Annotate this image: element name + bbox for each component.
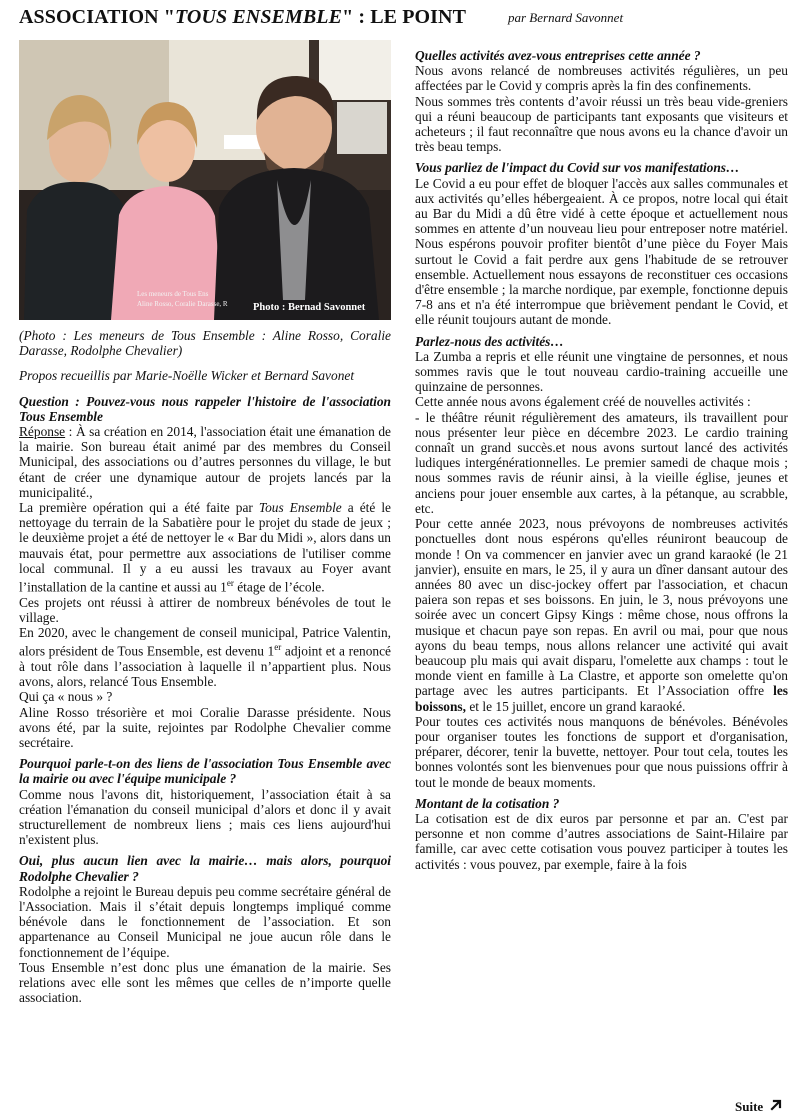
paragraph-volunteers: Ces projets ont réussi à attirer de nombreux bénévoles de tout le village.: [19, 594, 391, 625]
question-activities: Parlez-nous des activités…: [415, 333, 564, 349]
title-italic: TOUS ENSEMBLE: [174, 6, 343, 28]
paragraph-benevoles: Pour toutes ces activités nous manquons de bénévoles. Bénévoles pour organiser toutes les fonctions de support et d'organisation, préparer, décorer, tenir la buvette, nettoyer. Pour tout cela, toutes les bonnes volontés sont les bienvenues pour que nous puissions offrir à tout le monde de beaux moments.: [415, 713, 788, 790]
paragraph-emanation: Tous Ensemble n’est donc plus une émanation de la mairie. Ses relations avec elle sont les mêmes que celles de n’importe quelle association.: [19, 959, 391, 1006]
paragraph-new-activities: Cette année nous avons également créé de nouvelles activités :: [415, 394, 751, 410]
paragraph-2023-events: Pour cette année 2023, nous prévoyons de nombreuses activités ponctuelles dont nous espérons qu'elles réuniront beaucoup de monde ! On va commencer en janvier avec un grand karaoké (le 21 janvier), ensuite en mars, le 25, il y aura un dîner dansant autour des années 80 avec un disc-jockey offert par l'association, et chacun paiera son repas et ses boissons. En juin, le 3, nous prévoyons une soirée avec un concert Gipsy Kings : même chose, nous offrons la musique et chacun paye son repas. En avril ou mai, pour que nous ayons du beau temps, nous allons relancer une activité qui avait beaucoup plu mais qui avait disparu, l'omelette aux champs : tout le monde vient en famille à La Clastre, et apporte son omelette qu'on partage avec les autres participants. Et l’Association offre les boissons, et le 15 juillet, encore un grand karaoké.: [415, 516, 788, 714]
photo-inner-caption-line2: Aline Rosso, Coralie Darasse, R: [137, 300, 228, 308]
arrow-up-right-icon: [770, 1099, 782, 1111]
paragraph-first-operation: La première opération qui a été faite par Tous Ensemble a été le nettoyage du terrain de la Sabatière pour le projet du stade de jeux ; le deuxième projet a été de nettoyer le « Bar du Midi », alors dans un mauvais état, pour permettre aux associations de l'utiliser comme local communal. Il y a eu aussi les travaux au Foyer avant l’installation de la cantine et aussi au 1er étage de l’école.: [19, 500, 391, 595]
question-activities-year: Quelles activités avez-vous entreprises cette année ?: [415, 48, 701, 63]
photo: [19, 40, 391, 320]
propos-line: Propos recueillis par Marie-Noëlle Wicker et Bernard Savonet: [19, 368, 355, 384]
answer-text: : À sa création en 2014, l'association était une émanation de la mairie. Son bureau était animé par des membres du Conseil Municipal, des associations ou d’autres personnes du village, le but étant de créer une dynamique autour de projets lancés par la municipalité.,: [19, 424, 391, 500]
answer-covid: Le Covid a eu pour effet de bloquer l'accès aux salles communales et aux activités qu’elles hébergeaient. À ce propos, notre local qui était au Bar du Midi a dû être vidé à cette époque et actuellement nous sommes en attente d’un nouveau lieu pour entreposer notre matériel. Nous espérons pouvoir profiter bientôt d’une pièce du Foyer Mais surtout le Covid a fait perdre aux gens l'habitude de se retrouver ensemble. Actuellement nous essayons de reconstituer ces occasions d'être ensemble ; la marche nordique, par exemple, fonctionne depuis 7-8 ans et n'a été interrompue que brièvement pendant le Covid, et elle réunit toujours autant de monde.: [415, 175, 788, 328]
answer-cotisation: La cotisation est de dix euros par personne et par an. C'est par personne et non comme d’autres associations de Saint-Hilaire par famille, car avec cette cotisation vous pouvez participer à toutes les activités : vous pouvez, par exemple, faire à la fois: [415, 810, 788, 872]
suite-link[interactable]: [735, 1099, 782, 1115]
suite-label: Suite: [735, 1099, 764, 1114]
question-links: Pourquoi parle-t-on des liens de l'association Tous Ensemble avec la mairie ou avec l'équipe municipale ?: [19, 756, 391, 787]
paragraph-members: Aline Rosso trésorière et moi Coralie Darasse présidente. Nous avons été, par la suite, rejointes par Rodolphe Chevalier comme secrétaire.: [19, 704, 391, 751]
question-history: Question : Pouvez-vous nous rappeler l'histoire de l'association Tous Ensemble: [19, 393, 391, 424]
question-rodolphe: Oui, plus aucun lien avec la mairie… mais alors, pourquoi Rodolphe Chevalier ?: [19, 853, 391, 884]
left-column: [19, 40, 391, 1005]
paragraph-vide-greniers: Nous sommes très contents d’avoir réussi un très beau vide-greniers qui a réuni beaucoup de participants tant exposants que visiteurs et acheteurs ; il faut reconnaître que nous avons eu la chance d'avoir un très beau temps.: [415, 93, 788, 155]
paragraph-theatre: - le théâtre réunit régulièrement des amateurs, ils travaillent pour nous présenter leur pièce en décembre 2023. Le cardio training connaît un grand succès.et nous avons surtout lancé des activités ludiques intergénérationnelles. Le premier samedi de chaque mois ; nous sommes ravis de réunir ainsi, à la vieille église, jeunes et anciens pour jouer ensemble aux cartes, à la pétanque, au scrabble, etc.: [415, 409, 788, 516]
photo-illustration: [19, 40, 391, 320]
answer-activities-year: Nous avons relancé de nombreuses activités régulières, un peu affectées par le Covid y compris après la fin des confinements.: [415, 63, 788, 94]
paragraph-zumba: La Zumba a repris et elle réunit une vingtaine de personnes, et nous sommes ravis que le tout nouveau cardio-training accueille une quinzaine de personnes.: [415, 348, 788, 395]
answer-label: Réponse: [19, 424, 66, 440]
paragraph-2020: En 2020, avec le changement de conseil municipal, Patrice Valentin, alors président de Tous Ensemble, est devenu 1er adjoint et a renoncé à tout rôle dans l’association à laquelle il n’appartient plus. Nous avons, alors, relancé Tous Ensemble.: [19, 625, 391, 690]
title-suffix: " : LE POINT: [342, 6, 467, 28]
question-cotisation: Montant de la cotisation ?: [415, 795, 560, 811]
answer-rodolphe: Rodolphe a rejoint le Bureau depuis peu comme secrétaire général de l'Association. Mais il s’était depuis longtemps impliqué comme bénévole dans le fonctionnement de l’association. Et son appartenance au Conseil Municipal ne joue aucun rôle dans le fonctionnement de l’équipe.: [19, 883, 391, 960]
article-header: [19, 6, 789, 34]
photo-inner-caption: [137, 289, 228, 309]
photo-inner-caption-line1: Les meneurs de Tous Ens: [137, 290, 209, 298]
answer-history: [19, 424, 391, 500]
article-title: [19, 6, 466, 28]
title-prefix: ASSOCIATION ": [19, 6, 175, 28]
paragraph-who: Qui ça « nous » ?: [19, 689, 113, 705]
question-covid: Vous parliez de l'impact du Covid sur vos manifestations…: [415, 160, 740, 176]
answer-links: Comme nous l'avons dit, historiquement, l’association était à sa création l'émanation du conseil municipal d’alors et donc il y avait structurellement de nombreux liens ; mais ces liens aujourd'hui n'existent plus.: [19, 786, 391, 848]
byline: par Bernard Savonnet: [508, 10, 624, 25]
right-column: [415, 48, 788, 872]
photo-caption: (Photo : Les meneurs de Tous Ensemble : Aline Rosso, Coralie Darasse, Rodolphe Chevalier): [19, 328, 391, 359]
photo-credit: Photo : Bernad Savonnet: [253, 302, 366, 313]
